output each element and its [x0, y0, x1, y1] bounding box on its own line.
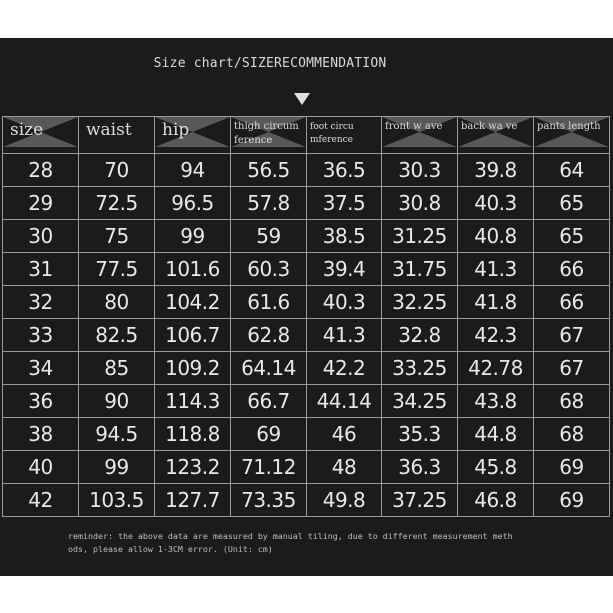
chart-title: Size chart/SIZERECOMMENDATION [153, 56, 387, 71]
table-cell: 46.8 [458, 484, 534, 517]
table-cell: 32.8 [382, 319, 458, 352]
down-triangle-icon [294, 93, 310, 105]
table-cell: 44.8 [458, 418, 534, 451]
table-cell: 36.3 [382, 451, 458, 484]
table-cell: 67 [534, 352, 610, 385]
table-cell: 68 [534, 418, 610, 451]
table-cell: 127.7 [155, 484, 231, 517]
table-cell: 43.8 [458, 385, 534, 418]
table-cell: 30 [3, 220, 79, 253]
table-row [3, 418, 610, 451]
table-cell: 106.7 [155, 319, 231, 352]
table-cell: 73.35 [231, 484, 307, 517]
table-cell: 42 [3, 484, 79, 517]
column-header-label: foot circu mference [310, 122, 354, 145]
column-header-label: thigh circum ference [234, 121, 299, 146]
table-cell: 69 [534, 451, 610, 484]
table-cell: 94 [155, 154, 231, 187]
table-cell: 42.2 [307, 352, 382, 385]
table-cell: 31.25 [382, 220, 458, 253]
table-cell: 36.5 [307, 154, 382, 187]
table-cell: 71.12 [231, 451, 307, 484]
table-cell: 29 [3, 187, 79, 220]
table-cell: 103.5 [79, 484, 155, 517]
column-header [231, 117, 307, 154]
reminder-note [68, 530, 588, 556]
table-cell: 99 [155, 220, 231, 253]
table-row [3, 451, 610, 484]
table-cell: 68 [534, 385, 610, 418]
table-cell: 59 [231, 220, 307, 253]
table-cell: 28 [3, 154, 79, 187]
size-table [2, 116, 610, 517]
table-cell: 101.6 [155, 253, 231, 286]
table-cell: 56.5 [231, 154, 307, 187]
table-cell: 60.3 [231, 253, 307, 286]
table-cell: 33.25 [382, 352, 458, 385]
table-cell: 32 [3, 286, 79, 319]
table-cell: 38 [3, 418, 79, 451]
table-row [3, 352, 610, 385]
column-header-label: front w ave [385, 121, 443, 132]
table-cell: 31.75 [382, 253, 458, 286]
table-cell: 65 [534, 187, 610, 220]
table-cell: 32.25 [382, 286, 458, 319]
table-row [3, 253, 610, 286]
table-cell: 37.25 [382, 484, 458, 517]
table-cell: 41.3 [458, 253, 534, 286]
table-cell: 114.3 [155, 385, 231, 418]
table-cell: 123.2 [155, 451, 231, 484]
table-cell: 42.3 [458, 319, 534, 352]
table-cell: 65 [534, 220, 610, 253]
table-cell: 64.14 [231, 352, 307, 385]
table-cell: 46 [307, 418, 382, 451]
table-cell: 90 [79, 385, 155, 418]
table-cell: 66 [534, 253, 610, 286]
size-chart-panel [0, 38, 613, 576]
column-header-label: hip [162, 120, 190, 140]
table-cell: 66.7 [231, 385, 307, 418]
table-cell: 75 [79, 220, 155, 253]
table-cell: 40.3 [307, 286, 382, 319]
table-cell: 57.8 [231, 187, 307, 220]
column-header-label: waist [86, 120, 132, 140]
table-cell: 35.3 [382, 418, 458, 451]
table-cell: 96.5 [155, 187, 231, 220]
table-row [3, 286, 610, 319]
table-row [3, 385, 610, 418]
table-cell: 69 [534, 484, 610, 517]
column-header [307, 117, 382, 154]
table-cell: 72.5 [79, 187, 155, 220]
table-cell: 40.3 [458, 187, 534, 220]
table-body [3, 154, 610, 517]
table-cell: 39.4 [307, 253, 382, 286]
table-cell: 44.14 [307, 385, 382, 418]
table-cell: 36 [3, 385, 79, 418]
column-header [534, 117, 610, 154]
table-cell: 118.8 [155, 418, 231, 451]
reminder-line: ods, please allow 1-3CM error. (Unit: cm) [68, 544, 273, 554]
table-cell: 61.6 [231, 286, 307, 319]
table-cell: 38.5 [307, 220, 382, 253]
table-cell: 34 [3, 352, 79, 385]
table-cell: 31 [3, 253, 79, 286]
table-cell: 85 [79, 352, 155, 385]
table-cell: 69 [231, 418, 307, 451]
table-cell: 39.8 [458, 154, 534, 187]
reminder-line: reminder: the above data are measured by manual tiling, due to different measurement meth [68, 531, 513, 541]
table-row [3, 187, 610, 220]
table-cell: 82.5 [79, 319, 155, 352]
table-cell: 41.8 [458, 286, 534, 319]
column-header-label: pants length [537, 121, 601, 132]
table-cell: 77.5 [79, 253, 155, 286]
column-header [155, 117, 231, 154]
table-cell: 48 [307, 451, 382, 484]
table-cell: 66 [534, 286, 610, 319]
table-cell: 49.8 [307, 484, 382, 517]
table-cell: 67 [534, 319, 610, 352]
column-header [3, 117, 79, 154]
table-cell: 99 [79, 451, 155, 484]
table-cell: 45.8 [458, 451, 534, 484]
table-cell: 104.2 [155, 286, 231, 319]
table-row [3, 484, 610, 517]
column-header [382, 117, 458, 154]
table-cell: 70 [79, 154, 155, 187]
table-cell: 30.8 [382, 187, 458, 220]
table-row [3, 154, 610, 187]
table-cell: 80 [79, 286, 155, 319]
table-cell: 37.5 [307, 187, 382, 220]
column-header-label: size [10, 120, 44, 140]
header-row [3, 117, 610, 154]
table-cell: 30.3 [382, 154, 458, 187]
table-row [3, 220, 610, 253]
table-cell: 40 [3, 451, 79, 484]
table-cell: 33 [3, 319, 79, 352]
table-cell: 34.25 [382, 385, 458, 418]
table-cell: 94.5 [79, 418, 155, 451]
table-cell: 42.78 [458, 352, 534, 385]
table-row [3, 319, 610, 352]
table-cell: 41.3 [307, 319, 382, 352]
table-cell: 109.2 [155, 352, 231, 385]
column-header-label: back wa ve [461, 121, 518, 132]
table-cell: 62.8 [231, 319, 307, 352]
table-cell: 40.8 [458, 220, 534, 253]
column-header [458, 117, 534, 154]
column-header [79, 117, 155, 154]
table-cell: 64 [534, 154, 610, 187]
